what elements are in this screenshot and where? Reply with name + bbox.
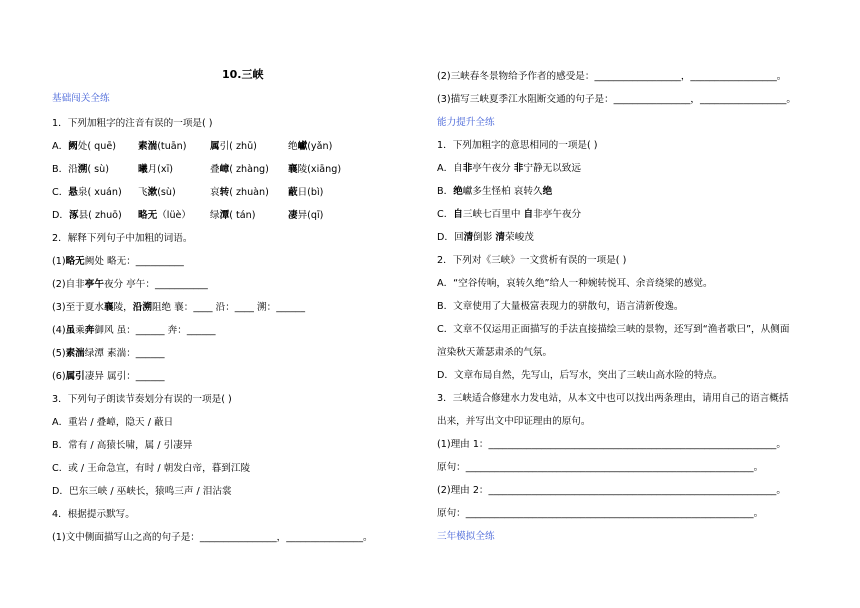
question-stem: 1．下列加粗字的意思相同的一项是( ): [437, 140, 598, 151]
option-row-c: C．自三峡七百里中 自非亭午夜分: [437, 209, 582, 220]
question-stem-continued: 出来，并写出文中印证理由的原句。: [437, 416, 591, 427]
page-title: 10.三峡: [222, 68, 264, 81]
option-row: A．重岩 / 叠嶂，隐天 / 蔽日: [52, 417, 174, 428]
answer-line: (5)素湍绿潭 素湍：______: [52, 348, 165, 359]
answer-line: (6)属引凄异 属引：______: [52, 371, 165, 382]
answer-line: (4)虽乘奔御风 虽：______ 奔：______: [52, 325, 216, 336]
option-row-d: D．涿县( zhuō) 略无（lüè） 绿潭( tán) 凄异(qī): [52, 210, 324, 221]
section-heading: 能力提升全练: [437, 117, 495, 128]
option-row: D．巴东三峡 / 巫峡长，猿鸣三声 / 泪沾裳: [52, 486, 232, 497]
option-row: C．或 / 王命急宣，有时 / 朝发白帝，暮到江陵: [52, 463, 251, 474]
question-stem: 3．三峡适合修建水力发电站，从本文中也可以找出两条理由，请用自己的语言概括: [437, 393, 789, 404]
option-row-a: A．阙处( quē) 素湍(tuān) 属引( zhǔ) 绝巘(yǎn): [52, 141, 333, 152]
question-stem: 2．下列对《三峡》一文赏析有误的一项是( ): [437, 255, 627, 266]
question-stem: 2．解释下列句子中加粗的词语。: [52, 233, 193, 244]
option-row: D．文章布局自然，先写山，后写水，突出了三峡山高水险的特点。: [437, 370, 723, 381]
answer-line: (1)文中侧面描写山之高的句子是：________________，________________。: [52, 532, 373, 543]
question-stem: 4．根据提示默写。: [52, 509, 135, 520]
left-column: [52, 0, 432, 608]
answer-line: 原句：____________________________________________________________。: [437, 462, 764, 473]
option-row: B．常有 / 高猿长啸，属 / 引凄异: [52, 440, 193, 451]
section-heading: 三年模拟全练: [437, 531, 495, 542]
answer-line: (2)三峡春冬景物给予作者的感受是：__________________，__________________。: [437, 71, 787, 82]
answer-line: 原句：____________________________________________________________。: [437, 508, 764, 519]
option-row-d: D．回清倒影 清荣峻茂: [437, 232, 534, 243]
question-stem: 3．下列句子朗读节奏划分有误的一项是( ): [52, 394, 232, 405]
answer-line: (2)理由 2：____________________________________________________________。: [437, 485, 786, 496]
option-row: C．文章不仅运用正面描写的手法直接描绘三峡的景物，还写到“渔者歌曰”，从侧面: [437, 324, 790, 335]
answer-line: (2)自非亭午夜分 亭午：___________: [52, 279, 208, 290]
answer-line: (1)略无阙处 略无：__________: [52, 256, 184, 267]
option-row: B．文章使用了大量极富表现力的骈散句，语言清新俊逸。: [437, 301, 684, 312]
option-row-continued: 渲染秋天萧瑟肃杀的气氛。: [437, 347, 553, 358]
option-row: A．“空谷传响，哀转久绝”给人一种婉转悦耳、余音绕梁的感觉。: [437, 278, 713, 289]
option-row-b: B．沿溯( sù) 曦月(xī) 叠嶂( zhàng) 襄陵(xiāng): [52, 164, 342, 175]
section-heading: 基础闯关全练: [52, 93, 110, 104]
answer-line: (3)至于夏水襄陵，沿溯阻绝 襄：____ 沿：____ 溯：______: [52, 302, 305, 313]
option-row-a: A．自非亭午夜分 非宁静无以致远: [437, 163, 581, 174]
option-row-b: B．绝巘多生怪柏 哀转久绝: [437, 186, 553, 197]
answer-line: (1)理由 1：____________________________________________________________。: [437, 439, 786, 450]
option-row-c: C．悬泉( xuán) 飞漱(sù) 哀转( zhuàn) 蔽日(bì): [52, 187, 324, 198]
right-column: [437, 0, 817, 608]
question-stem: 1．下列加粗字的注音有误的一项是( ): [52, 118, 213, 129]
answer-line: (3)描写三峡夏季江水阻断交通的句子是：________________，__________________。: [437, 94, 796, 105]
